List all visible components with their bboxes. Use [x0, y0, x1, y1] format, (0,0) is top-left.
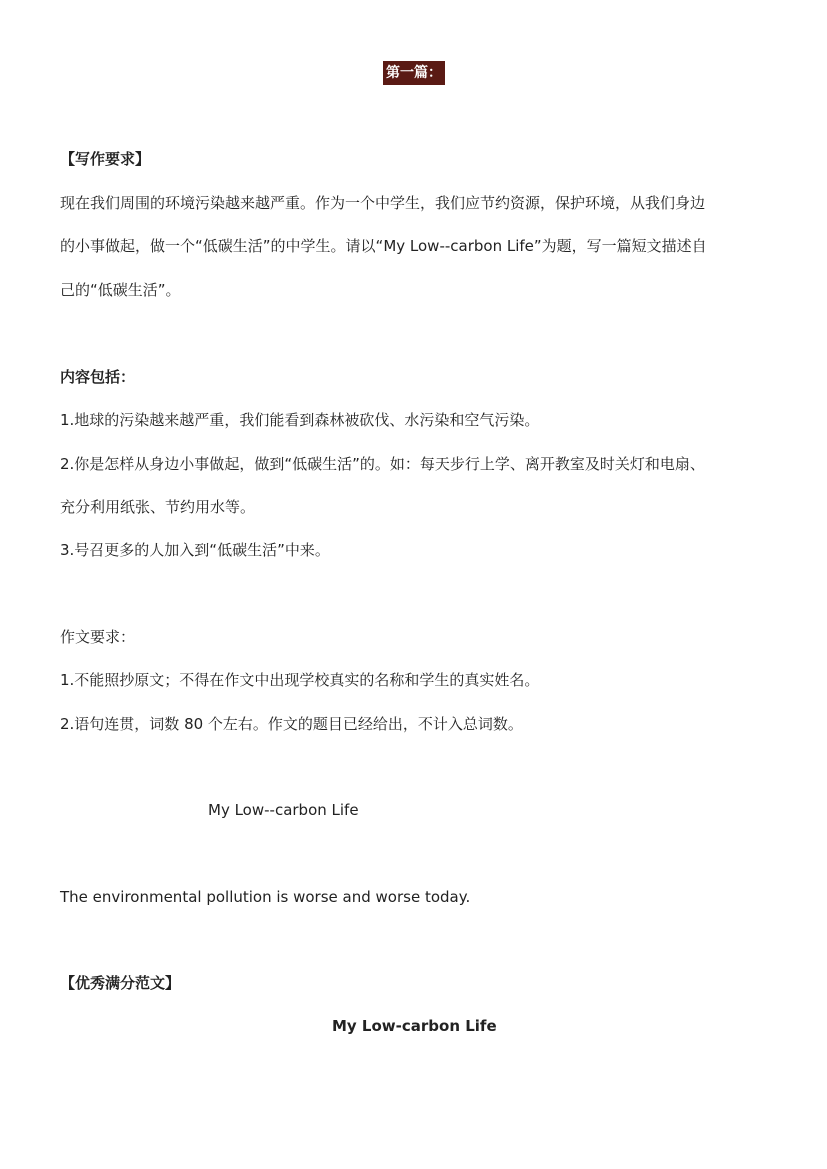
requirement-line-3: 己的“低碳生活”。 [60, 281, 181, 299]
content-line-2: 2.你是怎样从身边小事做起，做到“低碳生活”的。如：每天步行上学、离开教室及时关灯和电扇、 [60, 455, 705, 473]
given-opening-sentence: The environmental pollution is worse and worse today. [60, 888, 471, 906]
essay-requirement-line-1: 1.不能照抄原文；不得在作文中出现学校真实的名称和学生的真实姓名。 [60, 671, 540, 689]
content-heading: 内容包括： [60, 368, 136, 386]
essay-requirements-heading: 作文要求： [60, 628, 136, 646]
content-line-1: 1.地球的污染越来越严重，我们能看到森林被砍伐、水污染和空气污染。 [60, 411, 540, 429]
sample-essay-heading: 【优秀满分范文】 [60, 974, 181, 992]
requirement-line-2: 的小事做起，做一个“低碳生活”的中学生。请以“My Low--carbon Life”为题，写一篇短文描述自 [60, 237, 707, 255]
writing-requirements-heading: 【写作要求】 [60, 150, 151, 168]
sample-essay-title: My Low-carbon Life [332, 1017, 497, 1035]
chapter-label: 第一篇： [383, 61, 445, 85]
given-title: My Low--carbon Life [208, 801, 359, 819]
content-line-3: 充分利用纸张、节约用水等。 [60, 498, 256, 516]
requirement-line-1: 现在我们周围的环境污染越来越严重。作为一个中学生，我们应节约资源，保护环境，从我们身边 [60, 194, 706, 212]
content-line-4: 3.号召更多的人加入到“低碳生活”中来。 [60, 541, 330, 559]
essay-requirement-line-2: 2.语句连贯，词数 80 个左右。作文的题目已经给出，不计入总词数。 [60, 715, 523, 733]
